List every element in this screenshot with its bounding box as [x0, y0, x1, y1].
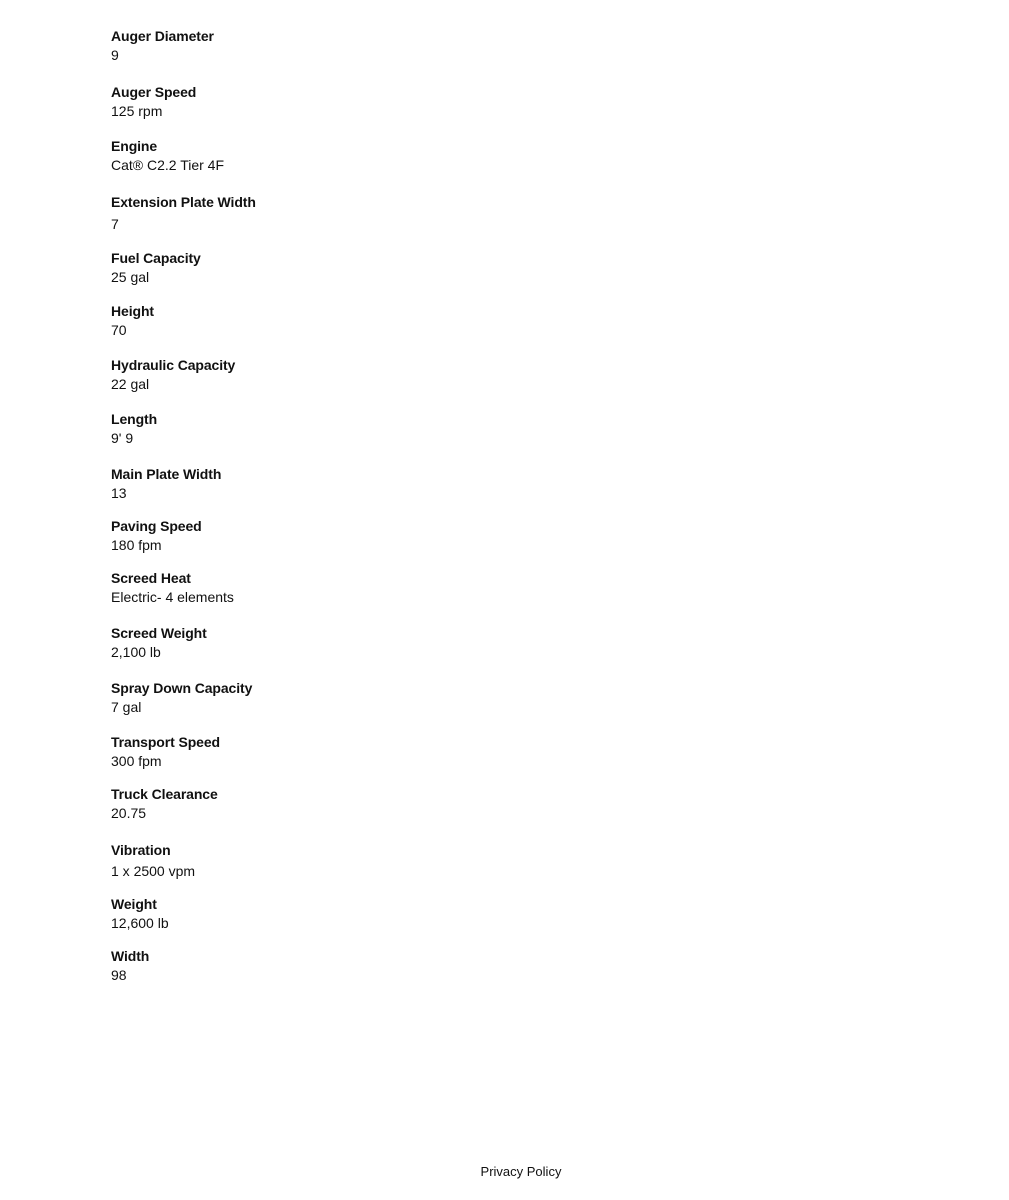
- spec-label: Vibration: [111, 842, 171, 858]
- spec-label: Engine: [111, 138, 158, 154]
- spec-item-height: [111, 302, 154, 339]
- spec-item-truck-clearance: [111, 785, 218, 822]
- spec-item-transport-speed: [111, 733, 220, 770]
- spec-label: Fuel Capacity: [111, 250, 201, 266]
- spec-value: 22 gal: [111, 376, 150, 392]
- spec-item-screed-weight: [111, 624, 207, 661]
- spec-label: Transport Speed: [111, 734, 220, 750]
- spec-item-paving-speed: [111, 517, 202, 554]
- spec-value: 300 fpm: [111, 753, 162, 769]
- spec-value: 125 rpm: [111, 103, 163, 119]
- spec-label: Hydraulic Capacity: [111, 357, 236, 373]
- spec-value: 98: [111, 967, 127, 983]
- spec-item-extension-plate-width: [111, 193, 256, 233]
- spec-item-width: [111, 947, 149, 984]
- spec-item-vibration: [111, 841, 195, 880]
- footer: [0, 1163, 1009, 1181]
- spec-label: Screed Heat: [111, 570, 191, 586]
- spec-label: Weight: [111, 896, 157, 912]
- spec-label: Paving Speed: [111, 518, 202, 534]
- spec-item-screed-heat: [111, 569, 234, 606]
- spec-value: 70: [111, 322, 127, 338]
- spec-value: 20.75: [111, 805, 147, 821]
- spec-item-main-plate-width: [111, 465, 221, 502]
- spec-item-auger-diameter: [111, 27, 214, 64]
- spec-item-engine: [111, 137, 224, 174]
- spec-value: 180 fpm: [111, 537, 162, 553]
- spec-label: Truck Clearance: [111, 786, 218, 802]
- spec-label: Main Plate Width: [111, 466, 222, 482]
- spec-label: Length: [111, 411, 158, 427]
- spec-item-fuel-capacity: [111, 249, 201, 286]
- spec-value: 12,600 lb: [111, 915, 169, 931]
- spec-label: Height: [111, 303, 154, 319]
- spec-item-auger-speed: [111, 83, 196, 120]
- spec-label: Auger Speed: [111, 84, 197, 100]
- spec-item-hydraulic-capacity: [111, 356, 235, 393]
- spec-label: Extension Plate Width: [111, 194, 256, 210]
- spec-value: 25 gal: [111, 269, 150, 285]
- spec-value: 9' 9: [111, 430, 134, 446]
- spec-label: Screed Weight: [111, 625, 207, 641]
- spec-label: Auger Diameter: [111, 28, 214, 44]
- spec-item-length: [111, 410, 157, 447]
- spec-value: Electric- 4 elements: [111, 589, 234, 605]
- spec-label: Spray Down Capacity: [111, 680, 253, 696]
- privacy-policy-link[interactable]: Privacy Policy: [480, 1164, 562, 1179]
- spec-value: 2,100 lb: [111, 644, 161, 660]
- spec-value: 7 gal: [111, 699, 142, 715]
- spec-value: 9: [111, 47, 119, 63]
- spec-value: 1 x 2500 vpm: [111, 863, 196, 879]
- spec-item-weight: [111, 895, 169, 932]
- spec-value: 7: [111, 216, 119, 232]
- spec-item-spray-down-capacity: [111, 679, 252, 716]
- spec-label: Width: [111, 948, 150, 964]
- spec-value: Cat® C2.2 Tier 4F: [111, 157, 225, 173]
- spec-value: 13: [111, 485, 127, 501]
